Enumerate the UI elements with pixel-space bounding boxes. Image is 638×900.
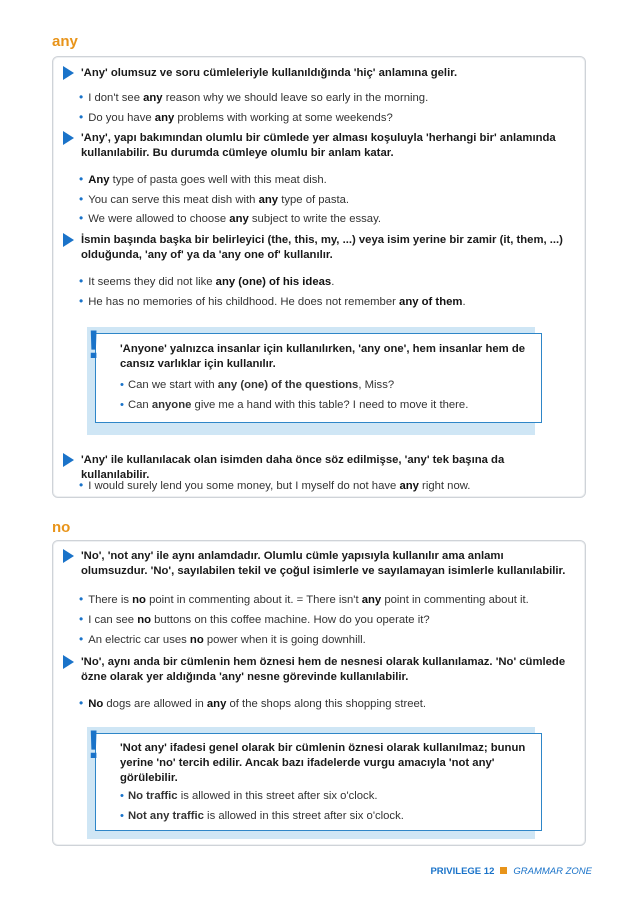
any-rule-3	[63, 233, 573, 263]
any-rule-3-text: İsmin başında başka bir belirleyici (the, this, my, ...) veya isim yerine bir zamir (it, them, ...) olduğunda, 'any of' ya da 'any one of' kullanılır.	[81, 234, 563, 261]
any-rule-2-example-3: • We were allowed to choose any subject to write the essay.	[79, 211, 382, 225]
bullet-icon: •	[79, 612, 84, 626]
no-rule-1	[63, 549, 573, 579]
no-note-box	[95, 733, 542, 831]
any-note-box	[95, 333, 542, 423]
triangle-icon	[63, 453, 74, 467]
any-rule-1-example-1: • I don't see any reason why we should leave so early in the morning.	[79, 90, 429, 104]
any-rule-3-example-2: • He has no memories of his childhood. He does not remember any of them.	[79, 294, 466, 308]
bullet-icon: •	[79, 294, 84, 308]
square-icon	[500, 867, 507, 874]
any-rule-4-text: 'Any' ile kullanılacak olan isimden daha önce söz edilmişse, 'any' tek başına da kullanılabilir.	[81, 454, 505, 481]
any-rule-2	[63, 131, 573, 161]
bullet-icon: •	[79, 592, 84, 606]
any-rule-1	[63, 66, 573, 81]
any-rule-1-example-2: • Do you have any problems with working at some weekends?	[79, 110, 393, 124]
any-rule-2-example-2: • You can serve this meat dish with any type of pasta.	[79, 192, 350, 206]
section-title-any: any	[52, 33, 78, 50]
any-rule-4-example-1: • I would surely lend you some money, but I myself do not have any right now.	[79, 478, 471, 492]
bullet-icon: •	[79, 696, 84, 710]
no-rule-2	[63, 655, 573, 685]
footer-privilege: PRIVILEGE 12	[430, 866, 495, 877]
no-note-example-1: • No traffic is allowed in this street after six o'clock.	[120, 790, 378, 802]
no-rule-1-example-3: • An electric car uses no power when it is going downhill.	[79, 632, 366, 646]
triangle-icon	[63, 66, 74, 80]
bullet-icon: •	[120, 790, 124, 802]
any-note-example-1: • Can we start with any (one) of the questions, Miss?	[120, 379, 395, 391]
no-rule-1-example-1: • There is no point in commenting about it. = There isn't any point in commenting about it.	[79, 592, 529, 606]
bullet-icon: •	[79, 110, 84, 124]
bullet-icon: •	[120, 810, 124, 822]
any-note-text: 'Anyone' yalnızca insanlar için kullanılırken, 'any one', hem insanlar hem de cansız varlıklar için kullanılır.	[120, 343, 526, 370]
bullet-icon: •	[79, 172, 84, 186]
no-note-text: 'Not any' ifadesi genel olarak bir cümlenin öznesi olarak kullanılmaz; bunun yerine 'no' tercih edilir. Ancak bazı ifadelerde vurgu amacıyla 'not any' görülebilir.	[120, 742, 526, 784]
triangle-icon	[63, 655, 74, 669]
exclamation-icon: !	[87, 723, 101, 767]
any-note-example-2: • Can anyone give me a hand with this table? I need to move it there.	[120, 399, 469, 411]
any-rule-2-example-1: • Any type of pasta goes well with this meat dish.	[79, 172, 327, 186]
bullet-icon: •	[120, 399, 124, 411]
no-box	[52, 540, 586, 846]
bullet-icon: •	[120, 379, 124, 391]
no-rule-1-example-2: • I can see no buttons on this coffee machine. How do you operate it?	[79, 612, 430, 626]
bullet-icon: •	[79, 274, 84, 288]
any-box	[52, 56, 586, 498]
triangle-icon	[63, 233, 74, 247]
bullet-icon: •	[79, 478, 84, 492]
bullet-icon: •	[79, 632, 84, 646]
section-title-no: no	[52, 519, 71, 536]
triangle-icon	[63, 131, 74, 145]
triangle-icon	[63, 549, 74, 563]
bullet-icon: •	[79, 90, 84, 104]
footer-grammar-zone: GRAMMAR ZONE	[513, 866, 592, 877]
no-rule-2-example-1: • No dogs are allowed in any of the shops along this shopping street.	[79, 696, 427, 710]
no-rule-2-text: 'No', aynı anda bir cümlenin hem öznesi hem de nesnesi olarak kullanılamaz. 'No' cümlede özne olarak yer aldığında 'any' nesne görevinde kullanılabilir.	[81, 656, 566, 683]
exclamation-icon: !	[87, 323, 101, 367]
page-footer	[430, 866, 592, 877]
no-note-example-2: • Not any traffic is allowed in this street after six o'clock.	[120, 810, 404, 822]
any-rule-3-example-1: • It seems they did not like any (one) of his ideas.	[79, 274, 335, 288]
bullet-icon: •	[79, 192, 84, 206]
any-rule-2-text: 'Any', yapı bakımından olumlu bir cümlede yer alması koşuluyla 'herhangi bir' anlamında kullanılabilir. Bu durumda cümleye olumlu bir anlam katar.	[81, 132, 556, 159]
bullet-icon: •	[79, 211, 84, 225]
any-rule-1-text: 'Any' olumsuz ve soru cümleleriyle kullanıldığında 'hiç' anlamına gelir.	[81, 67, 458, 79]
no-rule-1-text: 'No', 'not any' ile aynı anlamdadır. Olumlu cümle yapısıyla kullanılır ama anlamı olumsuzdur. 'No', sayılabilen tekil ve çoğul isimlerle ve sayılamayan isimlerle kullanılabilir.	[81, 550, 566, 577]
